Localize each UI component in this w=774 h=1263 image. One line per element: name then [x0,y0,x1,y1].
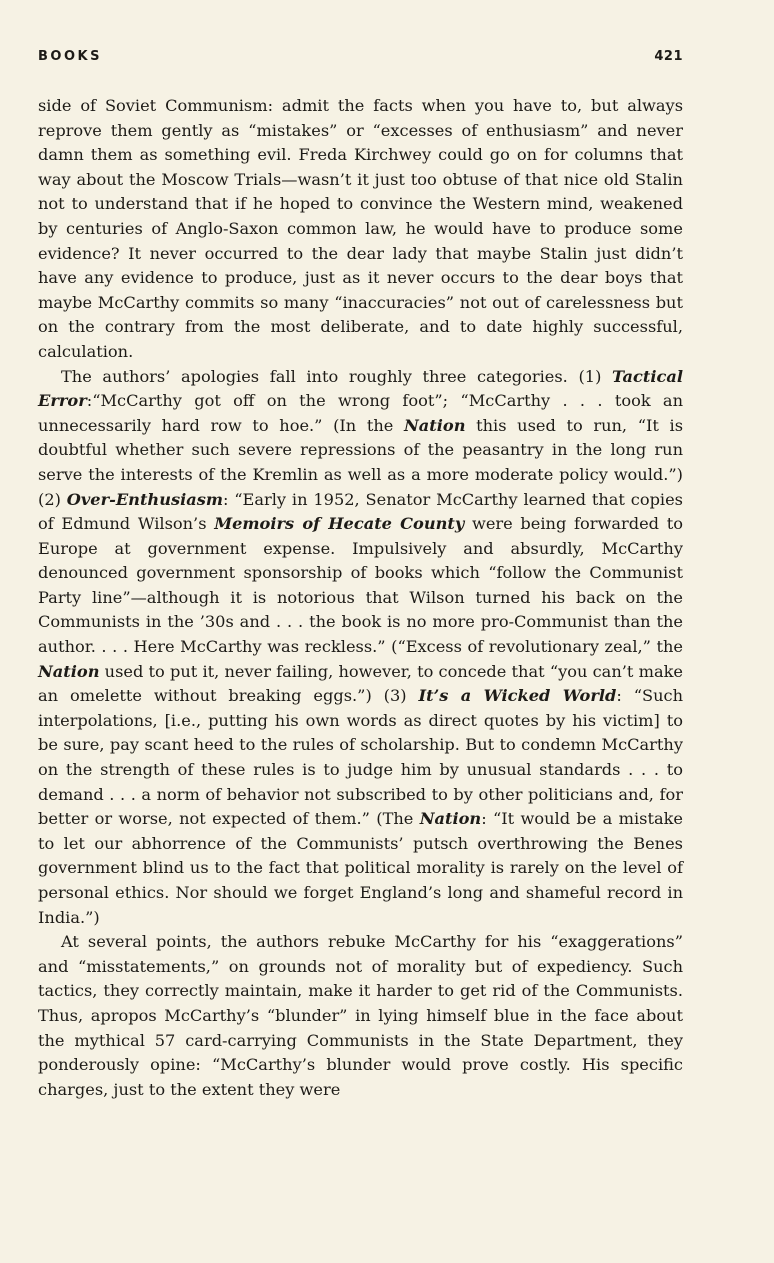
italic-title: Over-Enthusiasm [66,489,223,509]
text-run: : “It would be a mistake to let our abhorrence of the Communists’ putsch overthrowing the Benes government blind us to the fact that political morality is rarely on the level of personal ethics. Nor should we forget England’s long and shameful record in India.”) [38,809,683,927]
text-run: :“McCarthy got off on the wrong foot”; “McCarthy . . . took an unnecessarily hard row to hoe.” (In the [38,391,683,435]
text-run: At several points, the authors rebuke McCarthy for his “exaggerations” and “misstatements,” on grounds not of morality but of expediency. Such tactics, they correctly maintain, make it harder to get rid of the Communists. Thus, apropos McCarthy’s “blunder” in lying himself blue in the face about the mythical 57 card-carrying Communists in the State Department, they ponderously opine: “McCarthy’s blunder would prove costly. His specific charges, just to the extent they were [38,932,683,1099]
paragraph [38,365,683,931]
text-run: side of Soviet Communism: admit the facts when you have to, but always reprove them gently as “mistakes” or “excesses of enthusiasm” and never damn them as something evil. Freda Kirchwey could go on for columns that way about the Moscow Trials—wasn’t it just too obtuse of that nice old Stalin not to understand that if he hoped to convince the Western mind, weakened by centuries of Anglo-Saxon common law, he would have to produce some evidence? It never occurred to the dear lady that maybe Stalin just didn’t have any evidence to produce, just as it never occurs to the dear boys that maybe McCarthy commits so many “inaccuracies” not out of carelessness but on the contrary from the most deliberate, and to date highly successful, calculation. [38,96,683,361]
italic-title: Nation [404,415,466,435]
paragraph [38,930,683,1102]
text-run: used to put it, never failing, however, to concede that “you can’t make an omelette without breaking eggs.”) (3) [38,661,683,706]
italic-title: Memoirs of Hecate County [214,514,465,534]
italic-title: Nation [38,661,100,681]
paragraph [38,94,683,365]
section-title: BOOKS [38,49,102,64]
running-head [38,49,683,64]
text-run: The authors’ apologies fall into roughly three categories. (1) [61,366,613,386]
text-run: : “Such interpolations, [i.e., putting his own words as direct quotes by his victim] to be sure, pay scant heed to the rules of scholarship. But to condemn McCarthy on the strength of these rules is to judge him by unusual standards . . . to demand . . . a norm of behavior not subscribed to by other politicians and, for better or worse, not expected of them.” (The [38,686,683,829]
page-number: 421 [654,49,683,64]
body-text [38,94,683,1102]
italic-title: Tactical Error [38,366,683,411]
text-run: : “Early in 1952, Senator McCarthy learned that copies of Edmund Wilson’s [38,489,683,534]
italic-title: Nation [419,809,482,829]
text-run: were being forwarded to Europe at government expense. Impulsively and absurdly, McCarthy denounced government sponsorship of books which “follow the Communist Party line”—although it is notorious that Wilson turned his back on the Communists in the ’30s and . . . the book is no more pro-Communist than the author. . . . Here McCarthy was reckless.” (“Excess of revolutionary zeal,” the [38,514,683,657]
italic-title: It’s a Wicked World [418,686,617,706]
text-run: this used to run, “It is doubtful whether such severe repressions of the peasantry in the long run serve the interests of the Kremlin as well as a more moderate policy would.”) (2) [38,415,683,509]
